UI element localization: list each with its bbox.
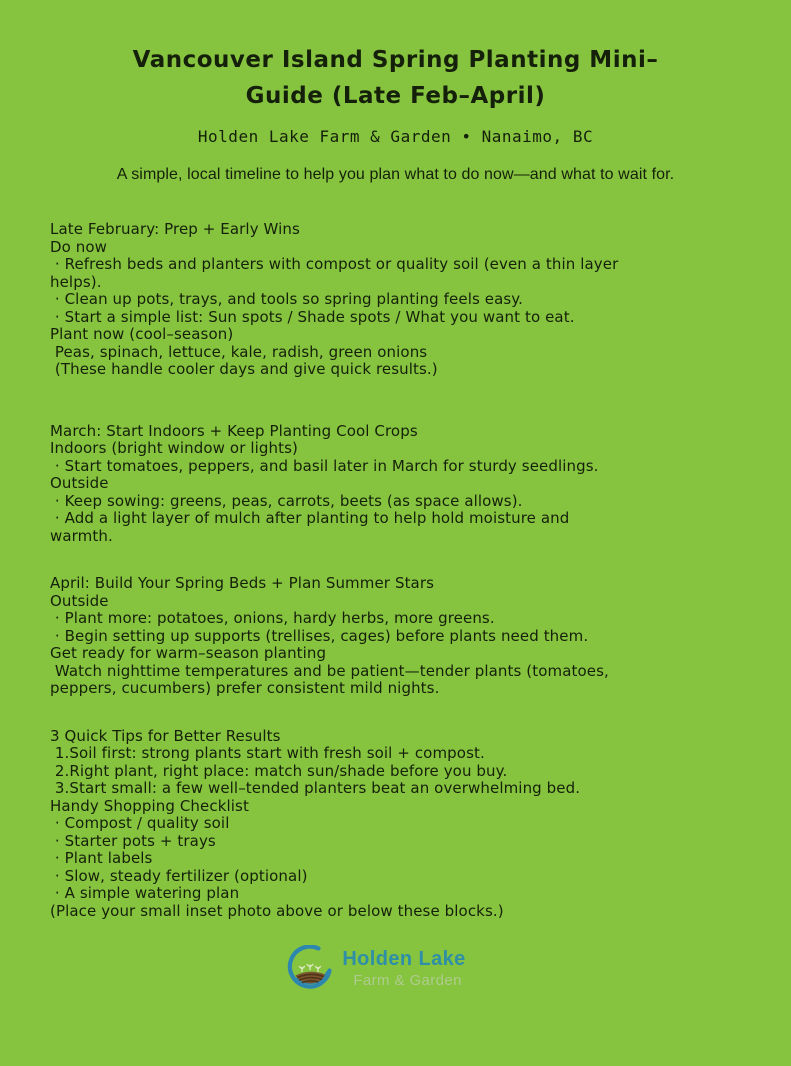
text-line: · Add a light layer of mulch after planting to help hold moisture and xyxy=(50,509,570,527)
crescent-field-sprouts-icon xyxy=(287,945,333,991)
section-heading: Late February: Prep + Early Wins xyxy=(50,220,300,238)
section-late-february xyxy=(50,221,751,379)
text-line: (These handle cooler days and give quick results.) xyxy=(50,360,438,378)
text-line: helps). xyxy=(50,272,102,291)
text-line: Plant now (cool–season) xyxy=(50,325,234,343)
text-line: Peas, spinach, lettuce, kale, radish, green onions xyxy=(50,342,428,361)
text-line: Outside xyxy=(50,474,109,492)
farm-logo xyxy=(0,945,772,991)
text-line: · Slow, steady fertilizer (optional) xyxy=(50,866,308,885)
page-title xyxy=(20,42,771,114)
logo-name: Holden Lake xyxy=(342,947,466,970)
text-line: · Clean up pots, trays, and tools so spring planting feels easy. xyxy=(50,290,524,308)
text-line: · Starter pots + trays xyxy=(50,831,216,850)
text-line: · Compost / quality soil xyxy=(50,814,230,832)
intro-tagline: A simple, local timeline to help you plan what to do now—and what to wait for. xyxy=(116,166,675,183)
text-line: Watch nighttime temperatures and be patient—tender plants (tomatoes, xyxy=(50,661,609,680)
text-line: warmth. xyxy=(50,526,113,545)
text-line: · Refresh beds and planters with compost or quality soil (even a thin layer xyxy=(50,255,619,273)
text-line: (Place your small inset photo above or below these blocks.) xyxy=(50,901,504,920)
text-line: Get ready for warm–season planting xyxy=(50,644,327,662)
section-march xyxy=(50,423,751,546)
title-line-2: Guide (Late Feb–April) xyxy=(245,83,546,109)
section-heading: March: Start Indoors + Keep Planting Cool Crops xyxy=(50,421,418,440)
logo-text xyxy=(342,948,465,989)
section-april xyxy=(50,575,751,698)
text-line: 3.Start small: a few well–tended planters beat an overwhelming bed. xyxy=(50,779,581,797)
section-quick-tips-checklist xyxy=(50,728,751,921)
header xyxy=(0,42,791,184)
section-heading: 3 Quick Tips for Better Results xyxy=(50,726,281,745)
business-subtitle: Holden Lake Farm & Garden • Nanaimo, BC xyxy=(197,127,594,146)
text-line: · Begin setting up supports (trellises, cages) before plants need them. xyxy=(50,626,589,645)
logo-tagline: Farm & Garden xyxy=(353,971,462,989)
section-heading: April: Build Your Spring Beds + Plan Summer Stars xyxy=(50,574,435,592)
title-line-1: Vancouver Island Spring Planting Mini– xyxy=(132,47,659,73)
text-line: · Plant labels xyxy=(50,849,153,867)
text-line: 2.Right plant, right place: match sun/shade before you buy. xyxy=(50,761,508,780)
text-line: peppers, cucumbers) prefer consistent mild nights. xyxy=(50,679,440,697)
text-line: Indoors (bright window or lights) xyxy=(50,439,298,457)
text-line: · Plant more: potatoes, onions, hardy herbs, more greens. xyxy=(50,609,495,627)
flyer-page xyxy=(0,42,791,991)
text-line: Do now xyxy=(50,237,108,256)
text-line: 1.Soil first: strong plants start with fresh soil + compost. xyxy=(50,744,485,762)
guide-content xyxy=(50,221,751,920)
text-line: Handy Shopping Checklist xyxy=(50,796,249,815)
text-line: · Keep sowing: greens, peas, carrots, beets (as space allows). xyxy=(50,491,523,510)
text-line: · Start a simple list: Sun spots / Shade spots / What you want to eat. xyxy=(50,307,575,326)
text-line: · A simple watering plan xyxy=(50,884,240,902)
text-line: · Start tomatoes, peppers, and basil later in March for sturdy seedlings. xyxy=(50,456,599,475)
text-line: Outside xyxy=(50,591,109,610)
